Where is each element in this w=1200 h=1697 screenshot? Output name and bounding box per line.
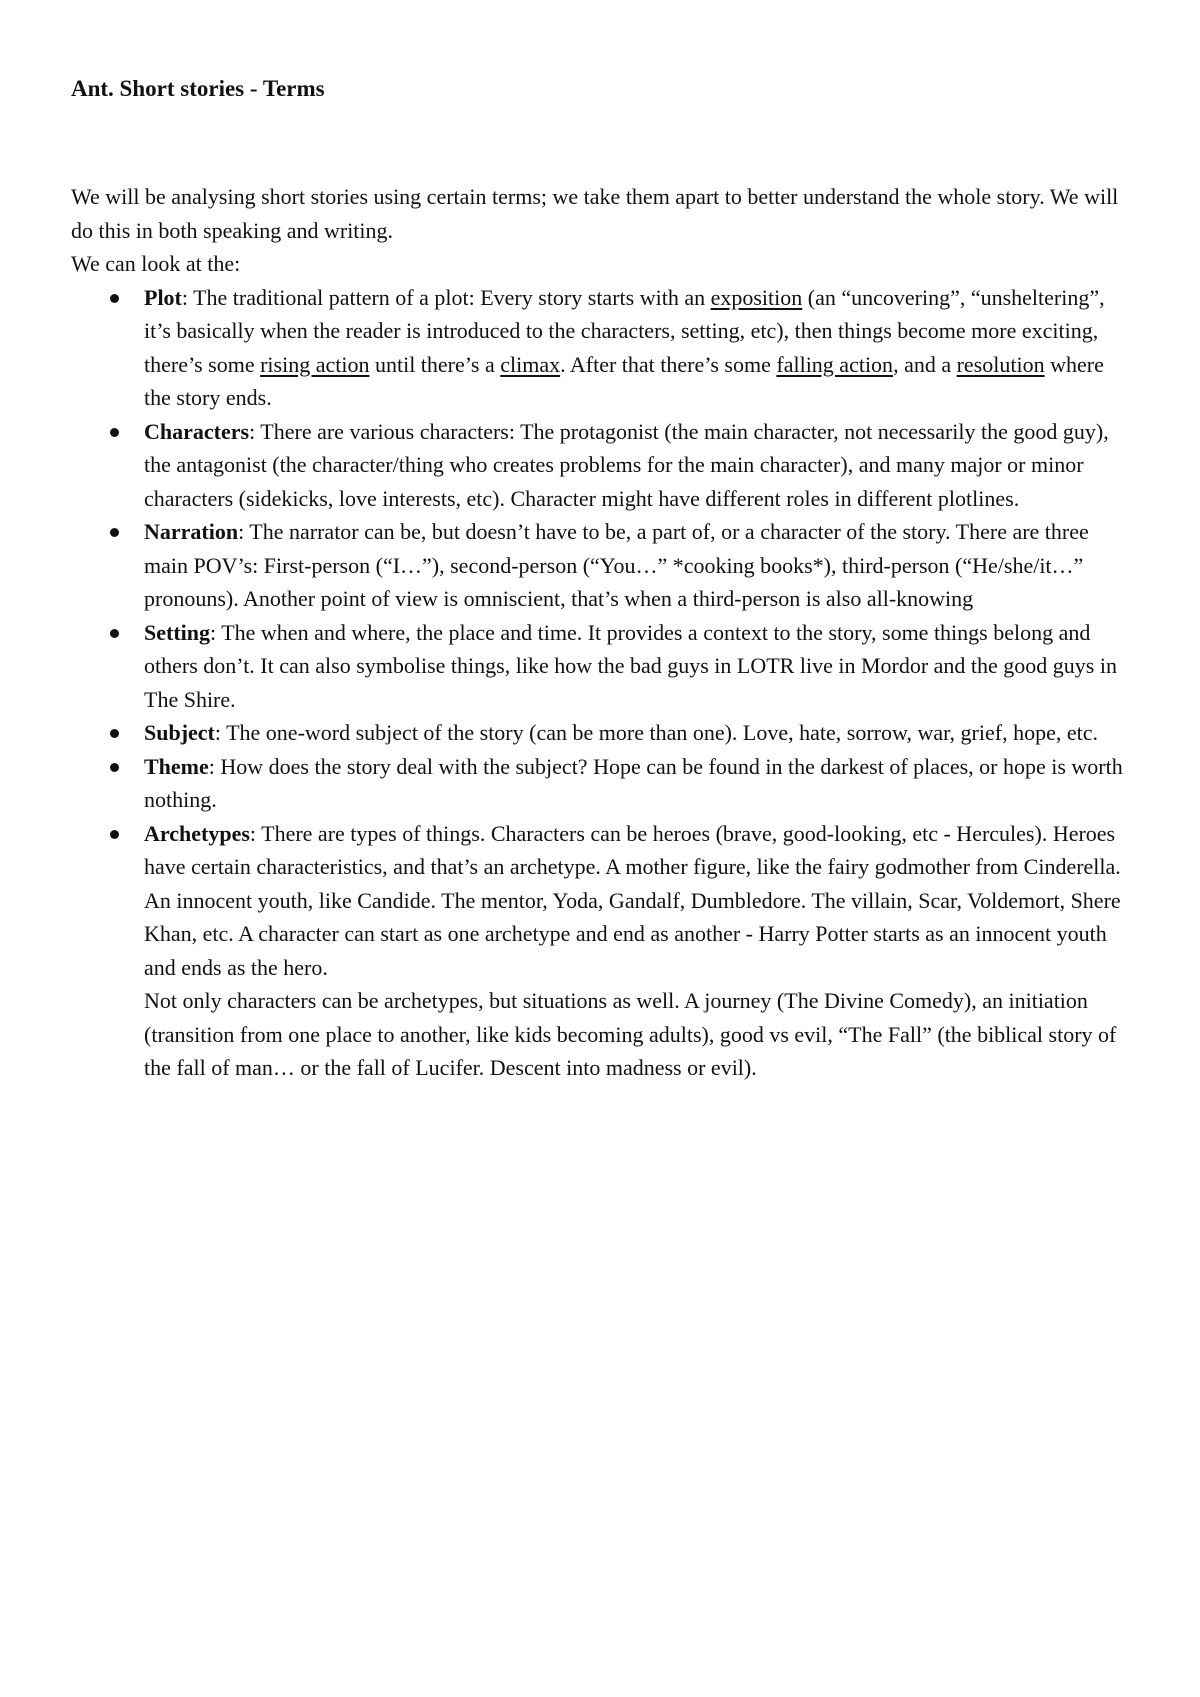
term-label: Subject [144, 720, 215, 745]
intro-paragraph: We will be analysing short stories using certain terms; we take them apart to better understand the whole story. We will do this in both speaking and writing. [71, 184, 1119, 243]
underlined-term: resolution [956, 351, 1045, 377]
term-label: Setting [144, 619, 210, 645]
term-text: : The one-word subject of the story (can be more than one). Love, hate, sorrow, war, grief, hope, etc. [214, 720, 1098, 745]
terms-list [71, 281, 1131, 1085]
intro-section [71, 180, 1131, 281]
document-title: Ant. Short stories - Terms [71, 76, 325, 101]
term-item-subject [71, 716, 1131, 750]
underlined-term: exposition [710, 284, 803, 310]
intro-lead-in: We can look at the: [71, 251, 241, 276]
term-text: (an “uncovering”, “unsheltering”, it’s basically when the reader is introduced to the characters, setting, etc), then things become more exciting, there’s some [144, 284, 1105, 377]
term-text: where the story ends. [144, 351, 1104, 410]
term-text: , and a [893, 351, 957, 377]
term-item-plot [71, 281, 1131, 415]
term-text: : The traditional pattern of a plot: Every story starts with an [181, 284, 711, 310]
underlined-term: rising action [260, 351, 370, 377]
term-item-setting [71, 616, 1131, 717]
term-text: : There are types of things. Characters can be heroes (brave, good-looking, etc - Hercules). Heroes have certain characteristics, and that’s an archetype. A mother figure, like the fairy godmother from Cinderella. An innocent youth, like Candide. The mentor, Yoda, Gandalf, Dumbledore. The villain, Scar, Voldemort, Shere Khan, etc. A character can start as one archetype and end as another - Harry Potter starts as an innocent youth and ends as the hero. [144, 820, 1121, 980]
term-label: Theme [144, 753, 209, 779]
underlined-term: climax [500, 351, 561, 377]
term-text: : The when and where, the place and time. It provides a context to the story, some things belong and others don’t. It can also symbolise things, like how the bad guys in LOTR live in Mordor and the good guys in The Shire. [144, 619, 1117, 712]
term-text-continued: Not only characters can be archetypes, but situations as well. A journey (The Divine Comedy), an initiation (transition from one place to another, like kids becoming adults), good vs evil, “The Fall” (the biblical story of the fall of man… or the fall of Lucifer. Descent into madness or evil). [144, 988, 1117, 1080]
term-item-archetypes [71, 817, 1131, 1085]
term-text: : How does the story deal with the subject? Hope can be found in the darkest of places, or hope is worth nothing. [144, 753, 1123, 812]
term-text: . After that there’s some [560, 351, 777, 377]
term-text: : The narrator can be, but doesn’t have to be, a part of, or a character of the story. There are three main POV’s: First-person (“I…”), second-person (“You…” *cooking books*), third-person (“He/she/it…” pronouns). Another point of view is omniscient, that’s when a third-person is also all-knowing [144, 519, 1089, 611]
term-label: Plot [144, 284, 182, 310]
term-label: Characters [144, 418, 250, 444]
document-page [71, 72, 1131, 1085]
term-item-theme [71, 750, 1131, 817]
term-text: until there’s a [369, 351, 501, 377]
term-item-narration [71, 515, 1131, 616]
underlined-term: falling action [776, 351, 894, 377]
term-label: Narration [144, 519, 239, 544]
term-label: Archetypes [144, 820, 250, 846]
term-text: : There are various characters: The protagonist (the main character, not necessarily the good guy), the antagonist (the character/thing who creates problems for the main character), and many major or minor characters (sidekicks, love interests, etc). Character might have different roles in different plotlines. [144, 418, 1109, 511]
term-item-characters [71, 415, 1131, 516]
